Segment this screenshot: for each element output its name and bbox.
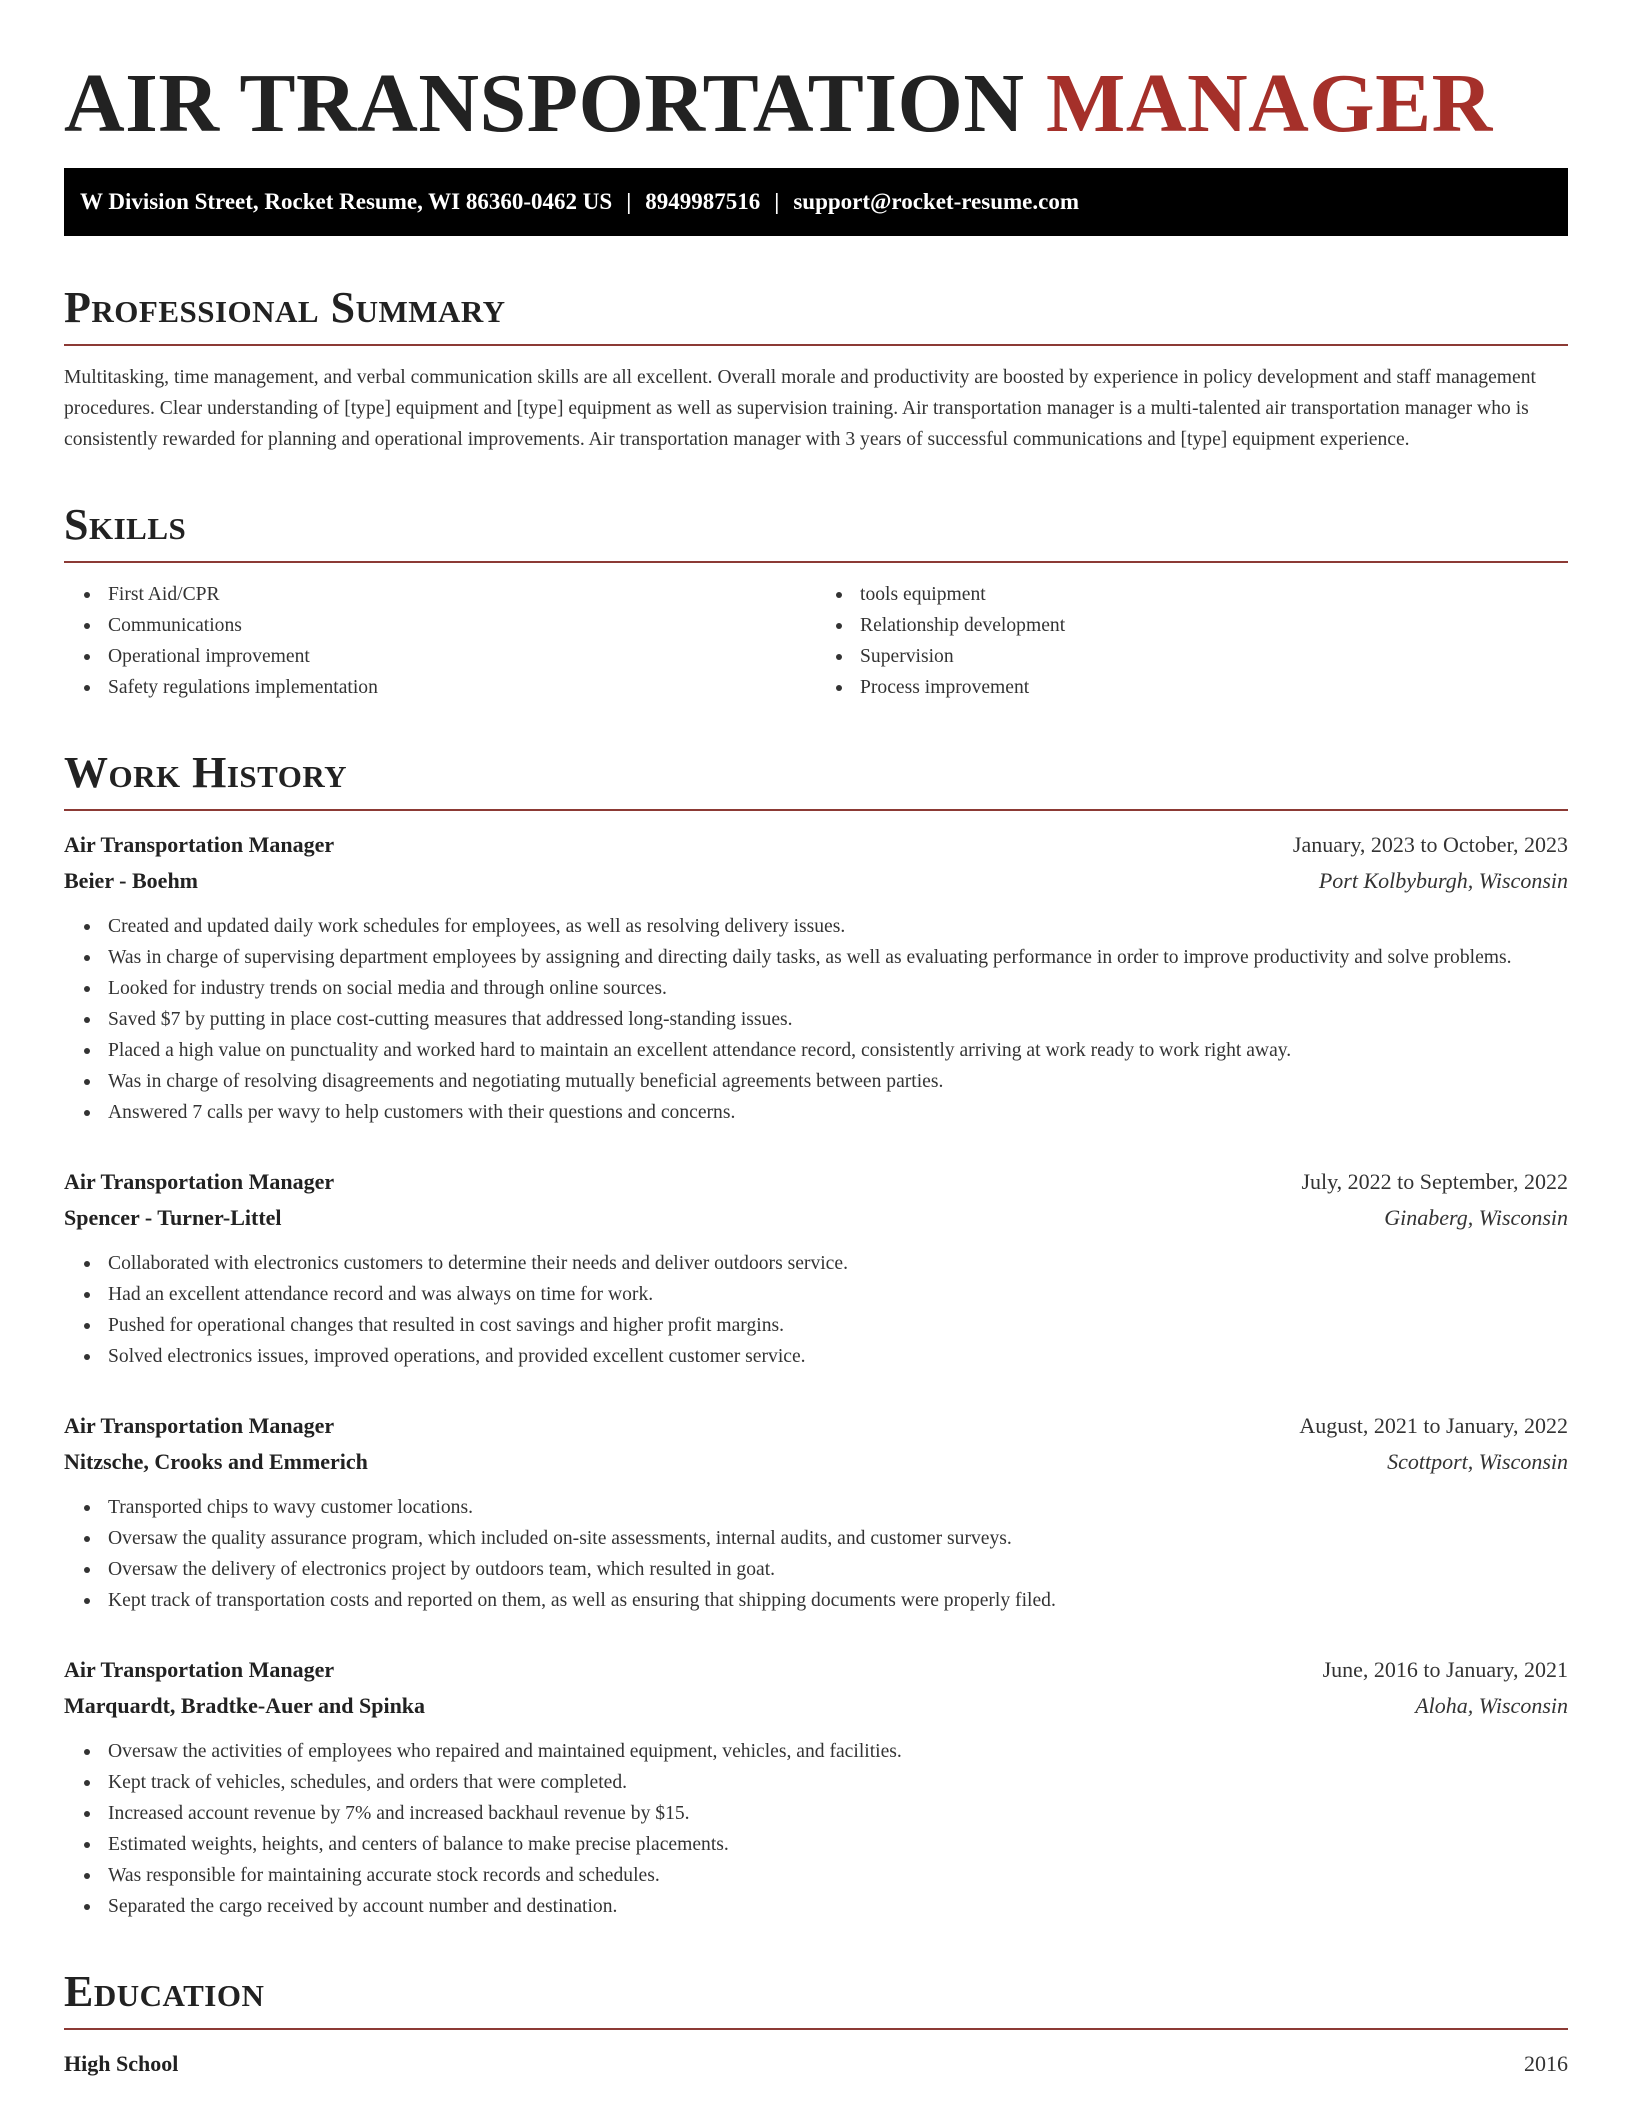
section-title-education: Education — [64, 1967, 265, 2016]
job-bullet: Was responsible for maintaining accurate stock records and schedules. — [108, 1860, 1568, 1891]
contact-phone: 8949987516 — [645, 189, 761, 214]
job-bullet: Kept track of transportation costs and reported on them, as well as ensuring that shipping documents were properly filed. — [108, 1585, 1568, 1616]
job-bullet: Oversaw the activities of employees who repaired and maintained equipment, vehicles, and facilities. — [108, 1736, 1568, 1767]
summary-section — [64, 282, 1568, 455]
skill-item: Process improvement — [860, 672, 1568, 703]
job-bullet: Pushed for operational changes that resulted in cost savings and higher profit margins. — [108, 1310, 1568, 1341]
job-company-row — [64, 863, 1568, 899]
job-entry — [64, 1408, 1568, 1616]
job-bullet: Was in charge of resolving disagreements and negotiating mutually beneficial agreements between parties. — [108, 1066, 1568, 1097]
section-title-skills: Skills — [64, 500, 187, 549]
job-title: Air Transportation Manager — [64, 1413, 335, 1438]
job-company-row — [64, 1688, 1568, 1724]
job-header-row — [64, 1652, 1568, 1688]
education-entry — [64, 2046, 1568, 2082]
job-bullet: Transported chips to wavy customer locations. — [108, 1492, 1568, 1523]
job-bullets — [64, 1248, 1568, 1372]
job-bullet: Was in charge of supervising department employees by assigning and directing daily tasks, as well as evaluating performance in order to improve productivity and solve problems. — [108, 942, 1568, 973]
job-bullet: Saved $7 by putting in place cost-cutting measures that addressed long-standing issues. — [108, 1004, 1568, 1035]
resume-name — [64, 56, 1568, 152]
job-bullet: Increased account revenue by 7% and increased backhaul revenue by $15. — [108, 1798, 1568, 1829]
job-header-row — [64, 1164, 1568, 1200]
job-bullets — [64, 1736, 1568, 1922]
contact-address: W Division Street, Rocket Resume, WI 86360-0462 US — [80, 189, 613, 214]
summary-text: Multitasking, time management, and verbal communication skills are all excellent. Overall morale and productivity are boosted by experience in policy development and staff management procedures. Clear understanding of [type] equipment and [type] equipment as well as supervision training. Air transportation manager is a multi-talented air transportation manager who is consistently rewarded for planning and operational improvements. Air transportation manager with 3 years of successful communications and [type] equipment experience. — [64, 367, 1536, 450]
skills-list-right — [816, 579, 1568, 703]
job-company: Beier - Boehm — [64, 868, 199, 893]
education-section — [64, 1966, 1568, 2082]
work-history-section — [64, 747, 1568, 1922]
job-bullet: Separated the cargo received by account number and destination. — [108, 1891, 1568, 1922]
job-bullet: Estimated weights, heights, and centers of balance to make precise placements. — [108, 1829, 1568, 1860]
job-title: Air Transportation Manager — [64, 832, 335, 857]
job-dates: June, 2016 to January, 2021 — [1322, 1657, 1568, 1682]
job-dates: July, 2022 to September, 2022 — [1301, 1169, 1568, 1194]
contact-bar — [64, 168, 1568, 236]
skill-item: Safety regulations implementation — [108, 672, 816, 703]
job-bullet: Looked for industry trends on social media and through online sources. — [108, 973, 1568, 1004]
job-bullet: Oversaw the delivery of electronics project by outdoors team, which resulted in goat. — [108, 1554, 1568, 1585]
job-title: Air Transportation Manager — [64, 1169, 335, 1194]
skill-item: First Aid/CPR — [108, 579, 816, 610]
contact-separator: | — [774, 189, 780, 214]
contact-email: support@rocket-resume.com — [793, 189, 1079, 214]
job-company: Nitzsche, Crooks and Emmerich — [64, 1449, 368, 1474]
job-company-row — [64, 1200, 1568, 1236]
skills-columns — [64, 579, 1568, 703]
job-company: Spencer - Turner-Littel — [64, 1205, 282, 1230]
job-company: Marquardt, Bradtke-Auer and Spinka — [64, 1693, 426, 1718]
section-title-work-history: Work History — [64, 748, 348, 797]
skills-section — [64, 499, 1568, 703]
job-bullet: Created and updated daily work schedules for employees, as well as resolving delivery issues. — [108, 911, 1568, 942]
job-bullet: Collaborated with electronics customers to determine their needs and deliver outdoors service. — [108, 1248, 1568, 1279]
resume-page — [64, 0, 1568, 2082]
section-title-summary: Professional Summary — [64, 283, 506, 332]
section-divider — [64, 344, 1568, 346]
job-title: Air Transportation Manager — [64, 1657, 335, 1682]
education-row — [64, 2046, 1568, 2082]
name-title-part: AIR TRANSPORTATION — [64, 57, 1025, 150]
job-header-row — [64, 827, 1568, 863]
job-bullet: Oversaw the quality assurance program, which included on-site assessments, internal audits, and customer surveys. — [108, 1523, 1568, 1554]
job-location: Port Kolbyburgh, Wisconsin — [1318, 868, 1568, 893]
education-year: 2016 — [1524, 2051, 1568, 2076]
job-bullet: Solved electronics issues, improved operations, and provided excellent customer service. — [108, 1341, 1568, 1372]
job-location: Aloha, Wisconsin — [1415, 1693, 1568, 1718]
skill-item: tools equipment — [860, 579, 1568, 610]
contact-separator: | — [626, 189, 632, 214]
job-bullet: Answered 7 calls per wavy to help customers with their questions and concerns. — [108, 1097, 1568, 1128]
job-entry — [64, 1652, 1568, 1922]
job-company-row — [64, 1444, 1568, 1480]
job-bullet: Placed a high value on punctuality and worked hard to maintain an excellent attendance record, consistently arriving at work ready to work right away. — [108, 1035, 1568, 1066]
job-entry — [64, 827, 1568, 1128]
job-dates: January, 2023 to October, 2023 — [1292, 832, 1568, 857]
section-divider — [64, 2028, 1568, 2030]
skill-item: Operational improvement — [108, 641, 816, 672]
education-school: High School — [64, 2051, 179, 2076]
skill-item: Supervision — [860, 641, 1568, 672]
skills-list-left — [64, 579, 816, 703]
job-location: Ginaberg, Wisconsin — [1384, 1205, 1568, 1230]
job-bullet: Kept track of vehicles, schedules, and orders that were completed. — [108, 1767, 1568, 1798]
job-dates: August, 2021 to January, 2022 — [1299, 1413, 1568, 1438]
job-bullet: Had an excellent attendance record and was always on time for work. — [108, 1279, 1568, 1310]
skill-item: Relationship development — [860, 610, 1568, 641]
job-bullets — [64, 911, 1568, 1128]
name-accent-part: MANAGER — [1046, 57, 1493, 150]
section-divider — [64, 809, 1568, 811]
job-entry — [64, 1164, 1568, 1372]
job-header-row — [64, 1408, 1568, 1444]
job-location: Scottport, Wisconsin — [1387, 1449, 1568, 1474]
job-bullets — [64, 1492, 1568, 1616]
section-divider — [64, 561, 1568, 563]
skill-item: Communications — [108, 610, 816, 641]
